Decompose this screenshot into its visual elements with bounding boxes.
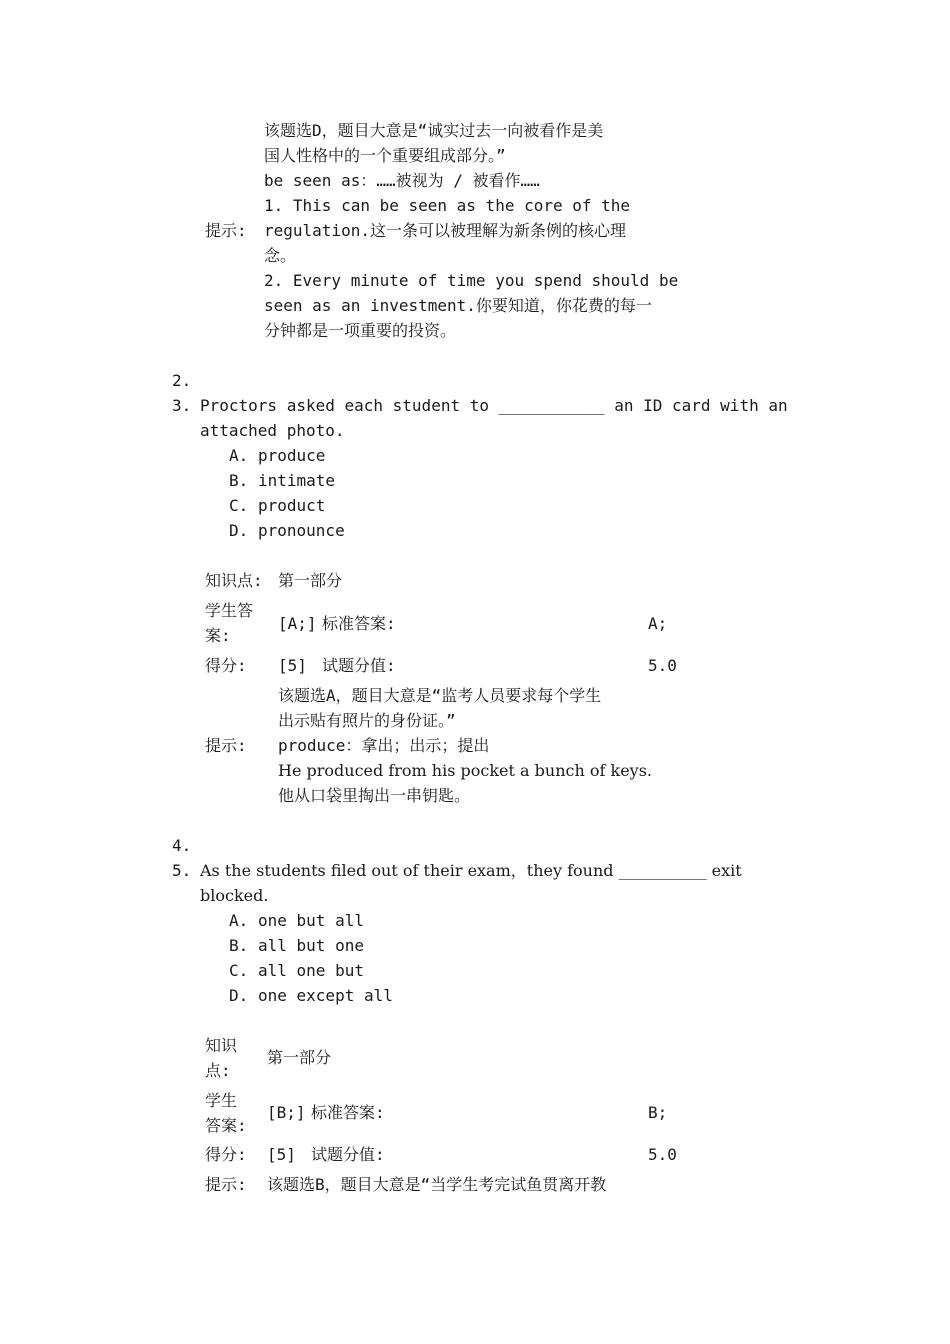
- q3-score-label: 得分:: [205, 1145, 247, 1164]
- q2-number: 3.: [172, 396, 192, 415]
- q2-hint-line: He produced from his pocket a bunch of keys.: [278, 761, 652, 780]
- q2-hint-line: 该题选A，题目大意是“监考人员要求每个学生: [278, 686, 602, 705]
- q2-standard-answer-label: 标准答案:: [322, 614, 396, 633]
- q1-hint-line: 分钟都是一项重要的投资。: [264, 321, 457, 340]
- q3-knowledge-label: 点:: [205, 1061, 231, 1080]
- q2-full-score-value: 5.0: [648, 656, 677, 675]
- q2-blank-number: 2.: [172, 371, 192, 390]
- q3-standard-answer-value: B;: [648, 1103, 668, 1122]
- q1-hint-line: 该题选D，题目大意是“诚实过去一向被看作是美: [264, 121, 604, 140]
- q3-score-value: [5]: [267, 1145, 296, 1164]
- q2-knowledge-value: 第一部分: [278, 571, 343, 590]
- q2-option-text: produce: [258, 446, 326, 465]
- q3-option-letter: C.: [229, 961, 249, 980]
- q3-option-letter: A.: [229, 911, 249, 930]
- q1-hint-line: be seen as：……被视为 / 被看作……: [264, 171, 540, 190]
- q2-option-letter: A.: [229, 446, 249, 465]
- q3-option-text: all but one: [258, 936, 364, 955]
- q1-hint-line: 国人性格中的一个重要组成部分。”: [264, 146, 506, 165]
- q1-hint-line: 2. Every minute of time you spend should be: [264, 271, 679, 290]
- q3-option-letter: D.: [229, 986, 249, 1005]
- q2-stem: Proctors asked each student to ___________ an ID card with an: [200, 396, 788, 415]
- q3-student-answer-label: 学生: [205, 1091, 238, 1110]
- q1-hint-label: 提示:: [205, 221, 247, 240]
- q3-knowledge-value: 第一部分: [267, 1048, 332, 1067]
- q2-hint-line: produce：拿出；出示；提出: [278, 736, 490, 755]
- q2-student-answer-label: 学生答: [205, 601, 254, 620]
- q2-stem: attached photo.: [200, 421, 345, 440]
- q2-option-letter: C.: [229, 496, 249, 515]
- q3-option-text: one except all: [258, 986, 393, 1005]
- q3-number: 5.: [172, 861, 192, 880]
- q3-student-answer-value: [B;]: [267, 1103, 306, 1122]
- q1-hint-line: regulation.这一条可以被理解为新条例的核心理: [264, 221, 626, 240]
- q2-student-answer-label: 案:: [205, 626, 231, 645]
- q1-hint-line: seen as an investment.你要知道，你花费的每一: [264, 296, 652, 315]
- q3-option-letter: B.: [229, 936, 249, 955]
- q3-blank-number: 4.: [172, 836, 192, 855]
- q1-hint-line: 念。: [264, 246, 297, 265]
- q3-stem: blocked.: [200, 886, 269, 905]
- q2-standard-answer-value: A;: [648, 614, 668, 633]
- q1-hint-line: 1. This can be seen as the core of the: [264, 196, 631, 215]
- q3-full-score-value: 5.0: [648, 1145, 677, 1164]
- q2-option-text: pronounce: [258, 521, 345, 540]
- q2-full-score-label: 试题分值:: [322, 656, 396, 675]
- q2-option-letter: B.: [229, 471, 249, 490]
- q3-option-text: all one but: [258, 961, 364, 980]
- q2-option-text: product: [258, 496, 326, 515]
- q2-hint-line: 他从口袋里掏出一串钥匙。: [278, 786, 471, 805]
- q3-full-score-label: 试题分值:: [311, 1145, 385, 1164]
- q3-hint-label: 提示:: [205, 1175, 247, 1194]
- q2-student-answer-value: [A;]: [278, 614, 317, 633]
- q2-knowledge-label: 知识点:: [205, 571, 263, 590]
- q2-score-label: 得分:: [205, 656, 247, 675]
- q3-hint-line: 该题选B，题目大意是“当学生考完试鱼贯离开教: [267, 1175, 607, 1194]
- q2-score-value: [5]: [278, 656, 307, 675]
- q2-hint-label: 提示:: [205, 736, 247, 755]
- q3-knowledge-label: 知识: [205, 1036, 238, 1055]
- q3-student-answer-label: 答案:: [205, 1116, 247, 1135]
- q3-standard-answer-label: 标准答案:: [311, 1103, 385, 1122]
- q3-option-text: one but all: [258, 911, 364, 930]
- q2-option-letter: D.: [229, 521, 249, 540]
- q3-stem: As the students filed out of their exam，they found ___________ exit: [200, 861, 742, 880]
- q2-hint-line: 出示贴有照片的身份证。”: [278, 711, 456, 730]
- q2-option-text: intimate: [258, 471, 336, 490]
